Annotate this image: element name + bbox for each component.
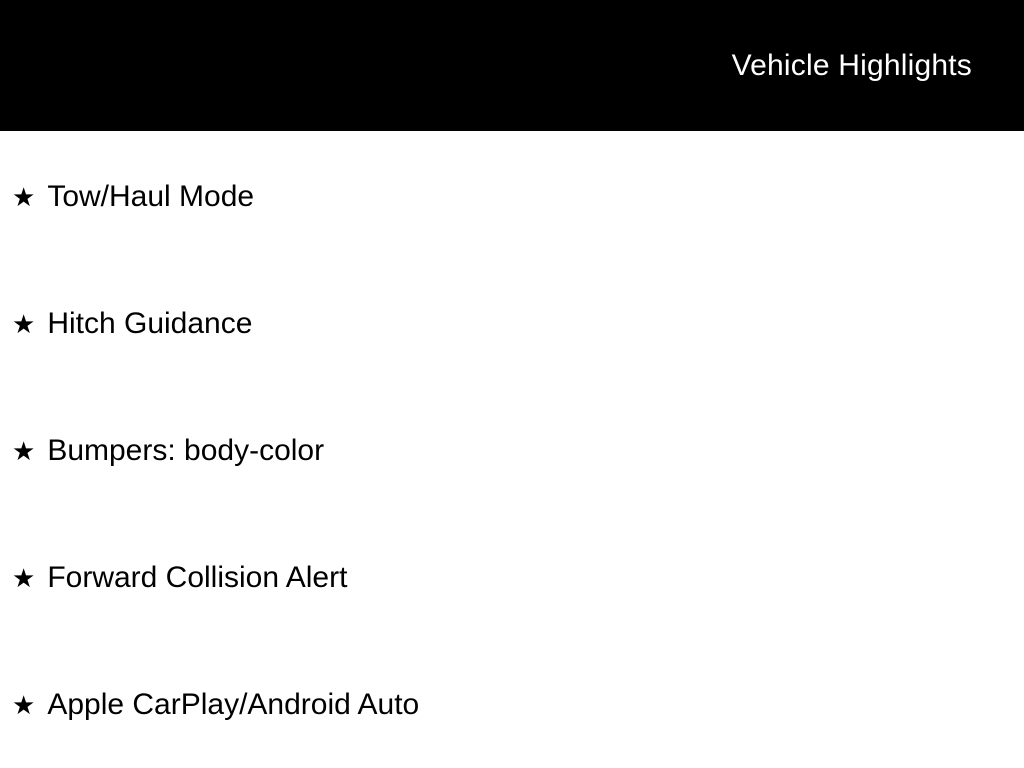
- highlight-label: Apple CarPlay/Android Auto: [47, 687, 420, 721]
- highlight-item: [12, 641, 1024, 768]
- star-icon: ★: [12, 181, 36, 212]
- highlight-item: [12, 514, 1024, 641]
- highlight-item: [12, 133, 1024, 260]
- star-icon: ★: [12, 689, 36, 720]
- highlight-label: Tow/Haul Mode: [47, 179, 255, 213]
- highlight-label: Forward Collision Alert: [47, 560, 348, 594]
- highlight-label: Bumpers: body-color: [47, 433, 325, 467]
- header-bar: [0, 0, 1024, 131]
- highlight-item: [12, 387, 1024, 514]
- star-icon: ★: [12, 308, 36, 339]
- highlights-list: [0, 131, 1024, 768]
- star-icon: ★: [12, 562, 36, 593]
- highlight-item: [12, 260, 1024, 387]
- page-title: Vehicle Highlights: [731, 48, 972, 82]
- star-icon: ★: [12, 435, 36, 466]
- highlight-label: Hitch Guidance: [47, 306, 253, 340]
